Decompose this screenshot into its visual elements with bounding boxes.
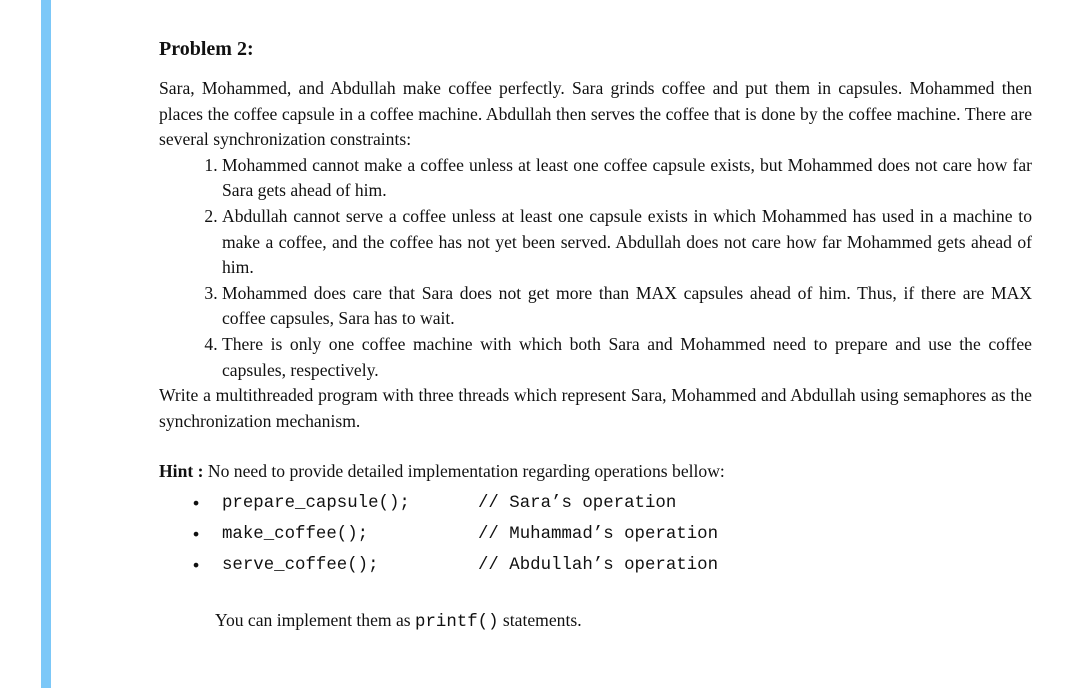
footer-text-end: statements.	[498, 609, 582, 630]
operation-item	[159, 550, 1032, 581]
bullet-icon: •	[193, 554, 200, 575]
bullet-icon: •	[193, 492, 200, 513]
operation-code: serve_coffee();	[222, 555, 379, 575]
hint-label: Hint :	[159, 461, 204, 482]
operation-comment: // Muhammad’s operation	[478, 524, 719, 544]
operation-comment: // Abdullah’s operation	[478, 555, 719, 575]
document-body	[159, 36, 1032, 636]
operation-code: make_coffee();	[222, 524, 369, 544]
footer-code: printf()	[415, 612, 499, 632]
problem-title: Problem 2:	[159, 38, 254, 60]
constraint-item: 1. Mohammed cannot make a coffee unless at least one coffee capsule exists, but Mohammed does not care how far Sara gets ahead of him.	[222, 153, 1032, 204]
operation-item	[159, 519, 1032, 550]
operation-comment: // Sara’s operation	[478, 493, 677, 513]
constraint-item: 4. There is only one coffee machine with which both Sara and Mohammed need to prepare and use the coffee capsules, respectively.	[222, 332, 1032, 383]
constraint-item: 2. Abdullah cannot serve a coffee unless at least one capsule exists in which Mohammed has used in a machine to make a coffee, and the coffee has not yet been served. Abdullah does not care how far Mohammed gets ahead of him.	[222, 204, 1032, 281]
constraint-item: 3. Mohammed does care that Sara does not get more than MAX capsules ahead of him. Thus, if there are MAX coffee capsules, Sara has to wait.	[222, 281, 1032, 332]
hint-text: No need to provide detailed implementation regarding operations bellow:	[203, 461, 725, 482]
hint-paragraph	[159, 459, 1032, 485]
constraints-list	[159, 153, 1032, 383]
operations-list	[159, 488, 1032, 581]
bullet-icon: •	[193, 523, 200, 544]
left-accent-bar	[41, 0, 51, 688]
intro-paragraph: Sara, Mohammed, and Abdullah make coffee perfectly. Sara grinds coffee and put them in capsules. Mohammed then places the coffee capsule in a coffee machine. Abdullah then serves the coffee that is done by the coffee machine. There are several synchronization constraints:	[159, 78, 1032, 150]
footer-text: You can implement them as	[215, 609, 416, 630]
operation-item	[159, 488, 1032, 519]
task-paragraph: Write a multithreaded program with three threads which represent Sara, Mohammed and Abdullah using semaphores as the synchronization mechanism.	[159, 385, 1032, 431]
footer-note	[159, 608, 1032, 636]
operation-code: prepare_capsule();	[222, 493, 410, 513]
